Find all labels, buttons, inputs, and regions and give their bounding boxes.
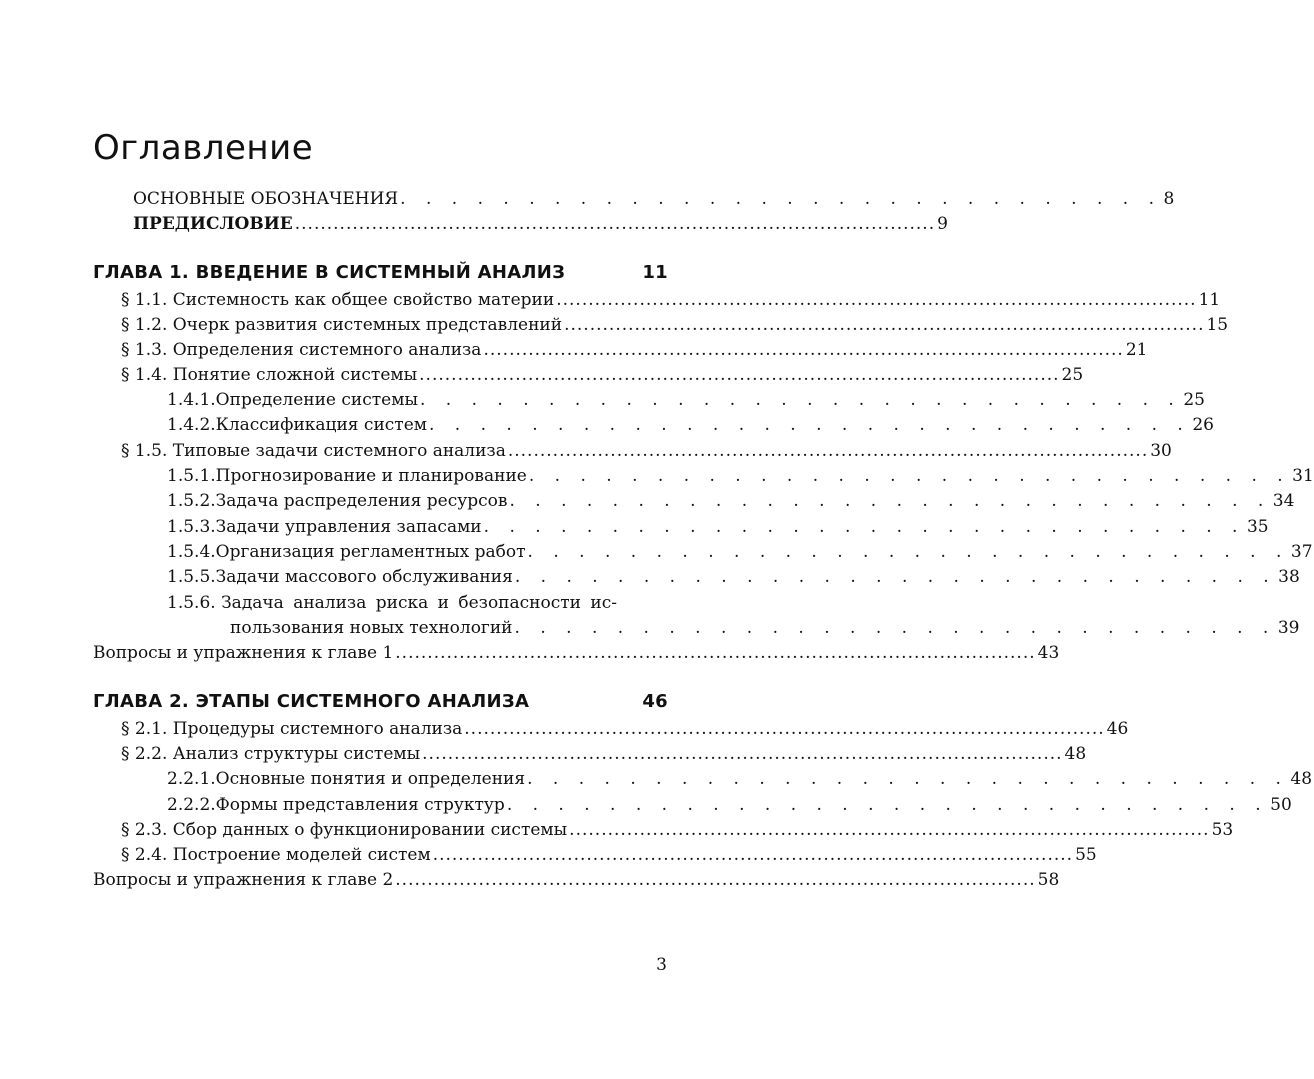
dot-leader: .................................................................................................... — [483, 340, 1124, 360]
entry-label: Задача распределения ресурсов — [215, 491, 508, 511]
dot-leader: . . . . . . . . . . . . . . . . . . . . . . . . . . . . . . — [420, 390, 1182, 410]
toc-entry-subsection[interactable] — [167, 541, 1313, 563]
toc-entry-section[interactable] — [121, 718, 1129, 740]
entry-label: Определение системы — [215, 390, 418, 410]
toc-entry-preface[interactable] — [133, 213, 948, 235]
toc-entry-questions[interactable] — [93, 869, 1060, 891]
entry-number: 1.5.6. — [167, 593, 216, 613]
toc-entry-subsection[interactable] — [167, 566, 1300, 588]
entry-page: 31 — [1292, 466, 1314, 486]
entry-number: 2.2.2. — [167, 795, 216, 815]
entry-label: § 2.3. Сбор данных о функционировании системы — [121, 820, 568, 840]
toc-entry-subsection[interactable] — [167, 389, 1205, 411]
toc-entry-section[interactable] — [121, 440, 1172, 462]
entry-label: § 2.1. Процедуры системного анализа — [121, 719, 463, 739]
toc-entry-subsection[interactable] — [167, 794, 1292, 816]
toc-entry-section[interactable] — [121, 743, 1087, 765]
entry-page: 38 — [1278, 567, 1300, 587]
toc-entry-subsection[interactable] — [167, 768, 1313, 790]
dot-leader: . . . . . . . . . . . . . . . . . . . . . . . . . . . . . . — [483, 517, 1245, 537]
toc-entry-subsection[interactable] — [167, 490, 1295, 512]
entry-label: ОСНОВНЫЕ ОБОЗНАЧЕНИЯ — [133, 189, 399, 209]
entry-label: § 2.2. Анализ структуры системы — [121, 744, 421, 764]
entry-label: Основные понятия и определения — [215, 769, 526, 789]
dot-leader: .................................................................................................... — [422, 744, 1063, 764]
entry-label: Вопросы и упражнения к главе 2 — [93, 870, 394, 890]
dot-leader: .................................................................................................... — [556, 290, 1197, 310]
entry-number: 1.5.2. — [167, 491, 216, 511]
entry-label: § 1.5. Типовые задачи системного анализа — [121, 441, 506, 461]
dot-leader: . . . . . . . . . . . . . . . . . . . . . . . . . . . . . . — [527, 769, 1289, 789]
dot-leader: .................................................................................................... — [564, 315, 1205, 335]
entry-label: § 2.4. Построение моделей систем — [121, 845, 431, 865]
chapter-heading[interactable] — [93, 691, 668, 713]
dot-leader: .................................................................................................... — [395, 643, 1036, 663]
dot-leader: .................................................................................................... — [507, 441, 1149, 461]
toc-entry-questions[interactable] — [93, 642, 1060, 664]
dot-leader: .................................................................................................... — [395, 870, 1036, 890]
entry-number: 2.2.1. — [167, 769, 216, 789]
dot-leader: .................................................................................................... — [464, 719, 1105, 739]
entry-label: § 1.2. Очерк развития системных представлений — [121, 315, 563, 335]
toc-entry-section[interactable] — [121, 289, 1221, 311]
dot-leader: . . . . . . . . . . . . . . . . . . . . . . . . . . . . . . — [400, 189, 1162, 209]
entry-page: 21 — [1125, 340, 1148, 360]
dot-leader: . . . . . . . . . . . . . . . . . . . . . . . . . . . . . . — [429, 415, 1191, 435]
entry-number: 1.5.1. — [167, 466, 216, 486]
entry-page: 30 — [1150, 441, 1172, 461]
toc-entry-subsection-wrapped[interactable] — [167, 592, 617, 614]
toc-entry-section[interactable] — [121, 364, 1084, 386]
toc-entry-subsection-continuation[interactable] — [230, 617, 1300, 639]
entry-page: 53 — [1211, 820, 1234, 840]
entry-page: 25 — [1183, 390, 1205, 410]
page-number: 3 — [656, 955, 667, 975]
chapter-title: ГЛАВА 2. ЭТАПЫ СИСТЕМНОГО АНАЛИЗА — [93, 691, 530, 712]
entry-page: 9 — [937, 214, 948, 234]
entry-label: § 1.3. Определения системного анализа — [121, 340, 482, 360]
entry-label: § 1.4. Понятие сложной системы — [121, 365, 418, 385]
entry-page: 43 — [1037, 643, 1060, 663]
entry-page: 25 — [1061, 365, 1084, 385]
dot-leader: .................................................................................................... — [294, 214, 936, 234]
entry-number: 1.5.5. — [167, 567, 216, 587]
toc-entry-subsection[interactable] — [167, 465, 1314, 487]
chapter-page: 46 — [642, 691, 668, 712]
entry-page: 34 — [1272, 491, 1295, 511]
entry-page: 58 — [1037, 870, 1060, 890]
entry-page: 39 — [1277, 618, 1300, 638]
entry-page: 8 — [1163, 189, 1175, 209]
chapter-page: 11 — [642, 262, 668, 283]
dot-leader: . . . . . . . . . . . . . . . . . . . . . . . . . . . . . . — [514, 618, 1276, 638]
toc-entry-section[interactable] — [121, 844, 1097, 866]
toc-entry-section[interactable] — [121, 819, 1234, 841]
entry-page: 37 — [1290, 542, 1313, 562]
entry-label: Задачи массового обслуживания — [215, 567, 513, 587]
entry-number: 1.4.1. — [167, 390, 216, 410]
entry-page: 48 — [1064, 744, 1087, 764]
entry-number: 1.5.3. — [167, 517, 216, 537]
dot-leader: .................................................................................................... — [432, 845, 1074, 865]
dot-leader: . . . . . . . . . . . . . . . . . . . . . . . . . . . . . . — [514, 567, 1277, 587]
chapter-title: ГЛАВА 1. ВВЕДЕНИЕ В СИСТЕМНЫЙ АНАЛИЗ — [93, 262, 566, 283]
entry-label: Прогнозирование и планирование — [215, 466, 527, 486]
entry-page: 50 — [1270, 795, 1292, 815]
entry-page: 35 — [1246, 517, 1269, 537]
entry-label: Организация регламентных работ — [215, 542, 526, 562]
toc-entry-section[interactable] — [121, 339, 1148, 361]
entry-page: 15 — [1206, 315, 1229, 335]
entry-page: 48 — [1290, 769, 1313, 789]
entry-number: 1.4.2. — [167, 415, 216, 435]
entry-label: Задачи управления запасами — [215, 517, 482, 537]
dot-leader: .................................................................................................... — [569, 820, 1210, 840]
entry-label: § 1.1. Системность как общее свойство материи — [121, 290, 555, 310]
dot-leader: .................................................................................................... — [419, 365, 1060, 385]
chapter-heading[interactable] — [93, 262, 668, 284]
entry-page: 26 — [1192, 415, 1214, 435]
entry-label: Классификация систем — [215, 415, 427, 435]
entry-number: 1.5.4. — [167, 542, 216, 562]
dot-leader: . . . . . . . . . . . . . . . . . . . . . . . . . . . . . . — [528, 466, 1291, 486]
dot-leader: . . . . . . . . . . . . . . . . . . . . . . . . . . . . . . — [506, 795, 1269, 815]
entry-label: Задача анализа риска и безопасности ис- — [221, 593, 617, 613]
toc-title: Оглавление — [93, 128, 314, 168]
dot-leader: . . . . . . . . . . . . . . . . . . . . . . . . . . . . . . — [509, 491, 1271, 511]
toc-entry-subsection[interactable] — [167, 516, 1269, 538]
entry-label: Вопросы и упражнения к главе 1 — [93, 643, 394, 663]
entry-page: 55 — [1075, 845, 1097, 865]
entry-label-continued: пользования новых технологий — [230, 618, 513, 638]
dot-leader: . . . . . . . . . . . . . . . . . . . . . . . . . . . . . . — [527, 542, 1289, 562]
entry-page: 46 — [1106, 719, 1129, 739]
entry-page: 11 — [1198, 290, 1221, 310]
entry-label: Формы представления структур — [215, 795, 505, 815]
toc-entry-notation[interactable] — [133, 188, 1175, 210]
entry-label: ПРЕДИСЛОВИЕ — [133, 214, 293, 234]
toc-entry-section[interactable] — [121, 314, 1229, 336]
toc-entry-subsection[interactable] — [167, 414, 1214, 436]
